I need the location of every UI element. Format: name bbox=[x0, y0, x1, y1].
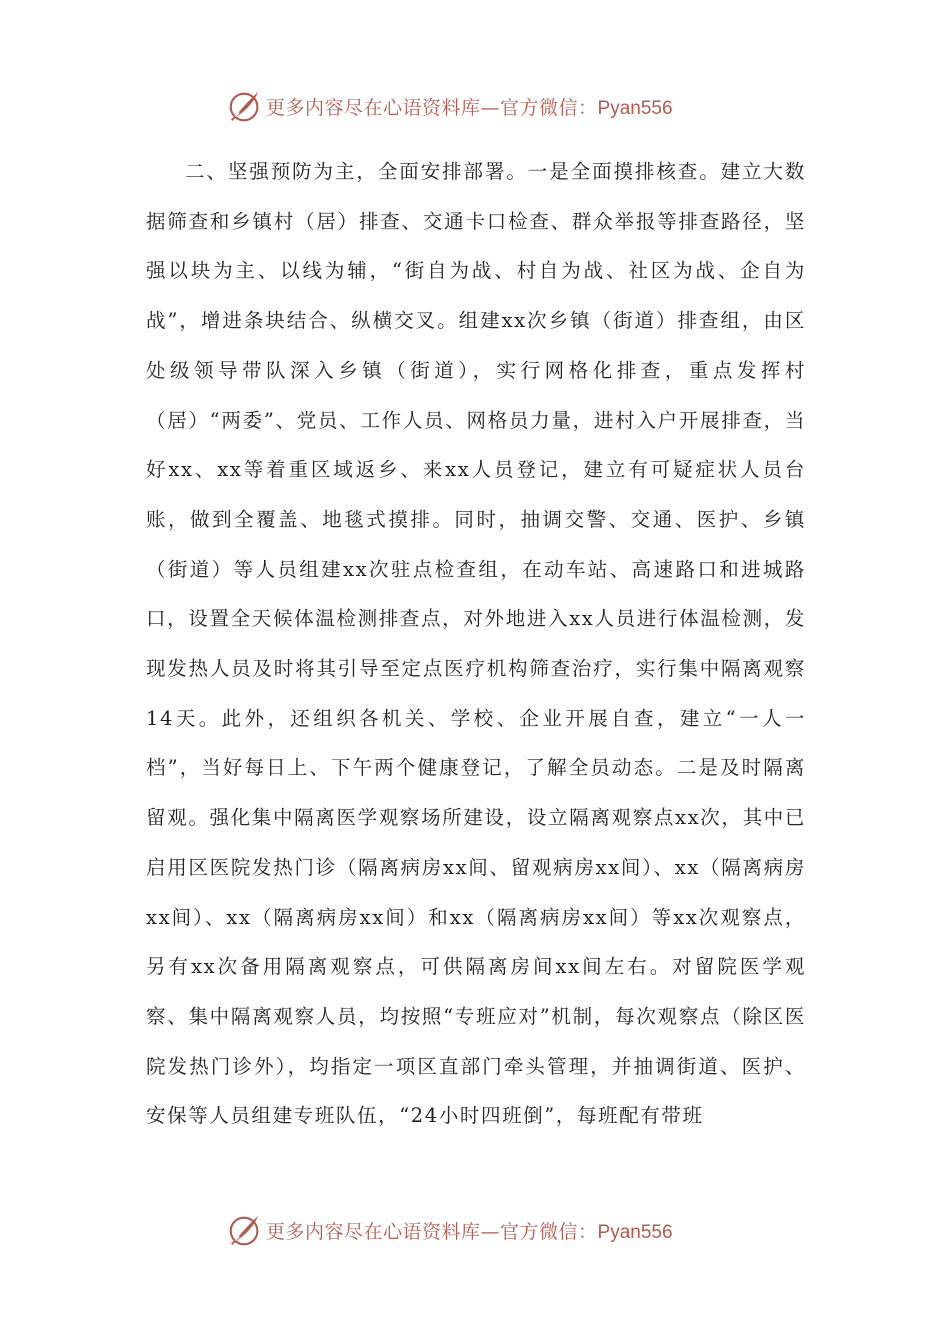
footer-banner-text: 更多内容尽在心语资料库—官方微信： bbox=[266, 1220, 598, 1243]
footer-banner bbox=[226, 1210, 726, 1250]
body-paragraph: 二、坚强预防为主，全面安排部署。一是全面摸排核查。建立大数据筛查和乡镇村（居）排查、交通卡口检查、群众举报等排查路径，坚强以块为主、以线为辅，“街自为战、村自为战、社区为战、企自为战”，增进条块结合、纵横交叉。组建xx次乡镇（街道）排查组，由区处级领导带队深入乡镇（街道），实行网格化排查，重点发挥村（居）“两委”、党员、工作人员、网格员力量，进村入户开展排查，当好xx、xx等着重区域返乡、来xx人员登记，建立有可疑症状人员台账，做到全覆盖、地毯式摸排。同时，抽调交警、交通、医护、乡镇（街道）等人员组建xx次驻点检查组，在动车站、高速路口和进城路口，设置全天候体温检测排查点，对外地进入xx人员进行体温检测，发现发热人员及时将其引导至定点医疗机构筛查治疗，实行集中隔离观察14天。此外，还组织各机关、学校、企业开展自查，建立“一人一档”，当好每日上、下午两个健康登记，了解全员动态。二是及时隔离留观。强化集中隔离医学观察场所建设，设立隔离观察点xx次，其中已启用区医院发热门诊（隔离病房xx间、留观病房xx间）、xx（隔离病房xx间）、xx（隔离病房xx间）和xx（隔离病房xx间）等xx次观察点，另有xx次备用隔离观察点，可供隔离房间xx间左右。对留院医学观察、集中隔离观察人员，均按照“专班应对”机制，每次观察点（除区医院发热门诊外），均指定一项区直部门牵头管理，并抽调街道、医护、安保等人员组建专班队伍，“24小时四班倒”，每班配有带班 bbox=[146, 160, 806, 1128]
footer-wechat-id: Pyan556 bbox=[597, 1221, 673, 1243]
header-banner-text: 更多内容尽在心语资料库—官方微信： bbox=[266, 96, 598, 119]
quill-pen-circle-icon bbox=[226, 87, 264, 125]
header-wechat-id: Pyan556 bbox=[597, 97, 673, 119]
header-banner bbox=[226, 86, 726, 126]
quill-pen-circle-icon bbox=[226, 1211, 264, 1249]
